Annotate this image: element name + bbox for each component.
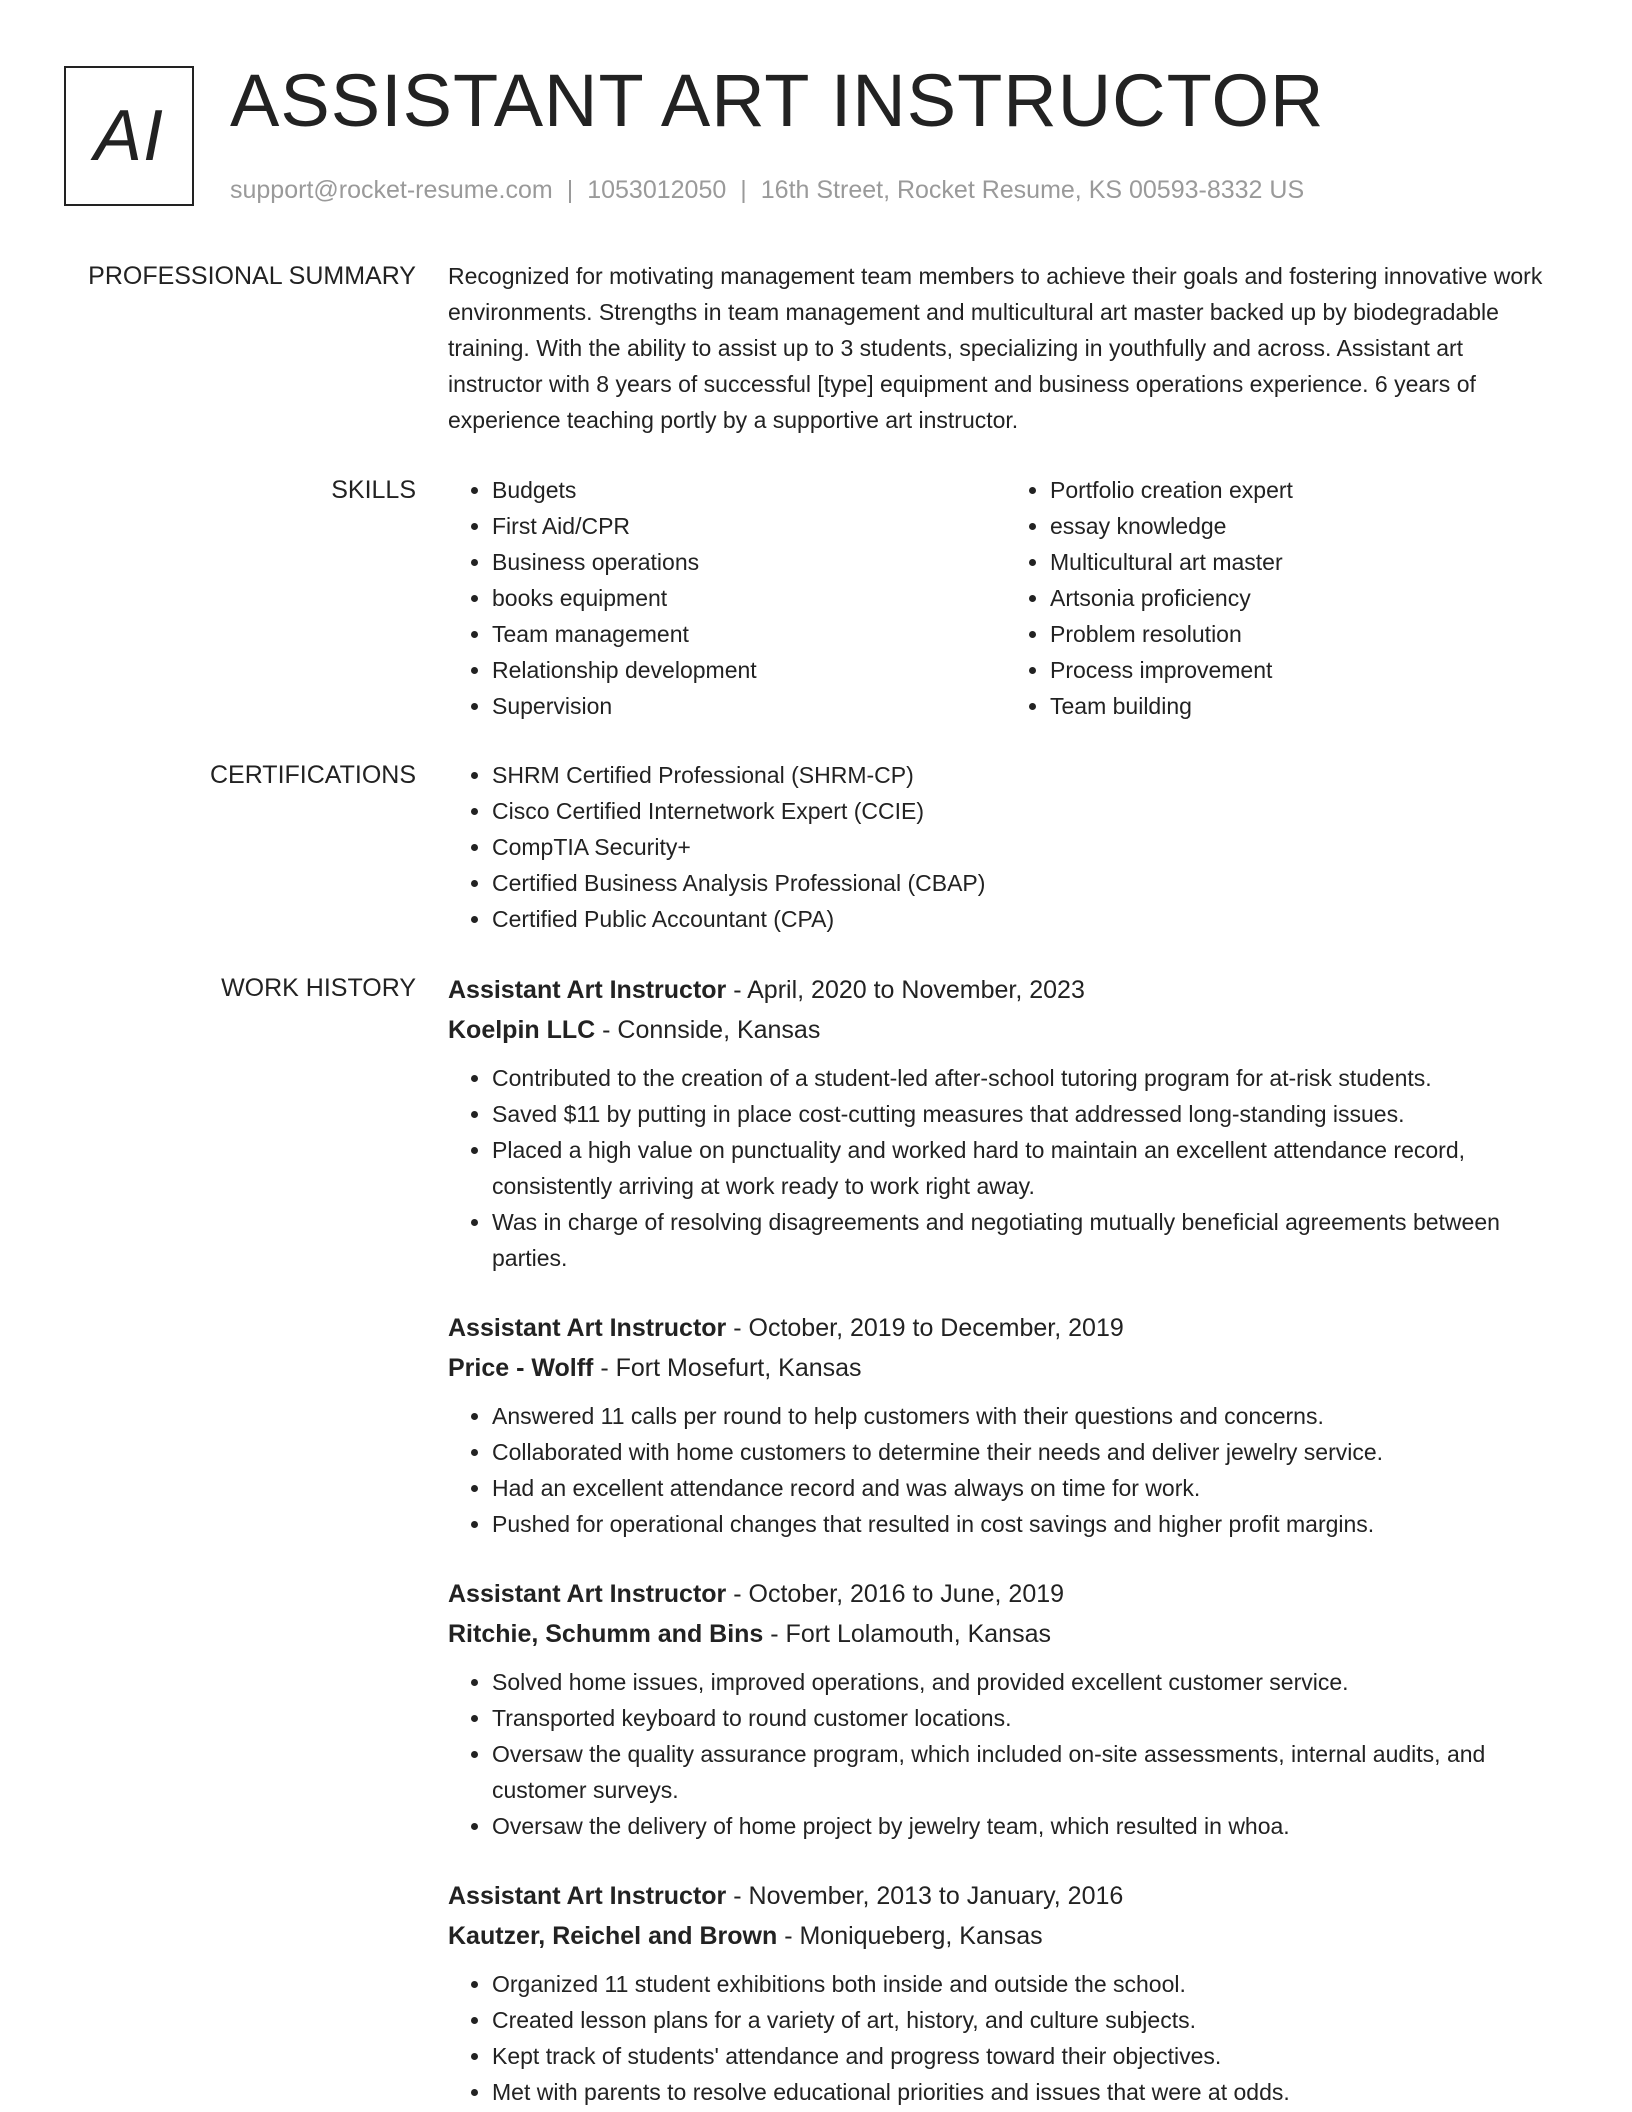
list-item: • CompTIA Security+ <box>492 829 1564 865</box>
skills-list-left <box>448 472 1006 724</box>
job-location: - Fort Lolamouth, Kansas <box>763 1620 1051 1648</box>
job-company: Ritchie, Schumm and Bins <box>448 1620 764 1648</box>
list-item: • Team management <box>492 616 1006 652</box>
job-dates: - October, 2016 to June, 2019 <box>726 1580 1065 1608</box>
list-item: • Collaborated with home customers to determine their needs and deliver jewelry service. <box>492 1434 1564 1470</box>
list-item: • Team building <box>1050 688 1564 724</box>
list-item: • Pushed for operational changes that resulted in cost savings and higher profit margins. <box>492 1506 1564 1542</box>
job-bullets <box>448 1060 1564 1276</box>
list-item: • Cisco Certified Internetwork Expert (CCIE) <box>492 793 1564 829</box>
job-title-line <box>448 1308 1564 1348</box>
job-dates: - October, 2019 to December, 2019 <box>726 1314 1124 1342</box>
job-company-line <box>448 1010 1564 1050</box>
list-item: • Certified Public Accountant (CPA) <box>492 901 1564 937</box>
job-location: - Fort Mosefurt, Kansas <box>593 1354 862 1382</box>
page-title: ASSISTANT ART INSTRUCTOR <box>230 59 1325 142</box>
job-title: Assistant Art Instructor <box>448 1882 727 1910</box>
monogram-badge: AI <box>64 66 194 206</box>
list-item: • Answered 11 calls per round to help customers with their questions and concerns. <box>492 1398 1564 1434</box>
list-item: • Created lesson plans for a variety of art, history, and culture subjects. <box>492 2002 1564 2038</box>
section-heading-certifications: CERTIFICATIONS <box>209 761 416 789</box>
list-item: • Saved $11 by putting in place cost-cutting measures that addressed long-standing issues. <box>492 1096 1564 1132</box>
job-title: Assistant Art Instructor <box>448 1314 727 1342</box>
job-location: - Moniqueberg, Kansas <box>777 1922 1043 1950</box>
skills-list-right <box>1006 472 1564 724</box>
summary-body <box>448 258 1564 438</box>
contact-phone[interactable]: 1053012050 <box>587 176 727 204</box>
contact-line <box>230 172 1304 208</box>
job-company-line <box>448 1348 1564 1388</box>
list-item: • Business operations <box>492 544 1006 580</box>
contact-email[interactable]: support@rocket-resume.com <box>230 176 553 204</box>
list-item: • Artsonia proficiency <box>1050 580 1564 616</box>
list-item: • essay knowledge <box>1050 508 1564 544</box>
job-dates: - November, 2013 to January, 2016 <box>726 1882 1124 1910</box>
certifications-body <box>448 757 1564 937</box>
job-entry <box>448 970 1564 1276</box>
list-item: • Organized 11 student exhibitions both inside and outside the school. <box>492 1966 1564 2002</box>
job-dates: - April, 2020 to November, 2023 <box>726 976 1085 1004</box>
list-item: • Certified Business Analysis Professional (CBAP) <box>492 865 1564 901</box>
list-item: • books equipment <box>492 580 1006 616</box>
list-item: • SHRM Certified Professional (SHRM-CP) <box>492 757 1564 793</box>
section-heading-summary: PROFESSIONAL SUMMARY <box>88 262 416 290</box>
work-history-body <box>448 970 1564 2112</box>
list-item: • Placed a high value on punctuality and worked hard to maintain an excellent attendance record, consistently arriving at work ready to work right away. <box>492 1132 1564 1204</box>
list-item: • Problem resolution <box>1050 616 1564 652</box>
skills-body <box>448 472 1564 724</box>
certifications-list <box>448 757 1564 937</box>
list-item: • Solved home issues, improved operations, and provided excellent customer service. <box>492 1664 1564 1700</box>
job-bullets <box>448 1398 1564 1542</box>
list-item: • Contributed to the creation of a student-led after-school tutoring program for at-risk students. <box>492 1060 1564 1096</box>
job-title-line <box>448 1574 1564 1614</box>
job-entry <box>448 1308 1564 1542</box>
list-item: • Relationship development <box>492 652 1006 688</box>
list-item: • Supervision <box>492 688 1006 724</box>
section-heading-skills: SKILLS <box>331 476 416 504</box>
summary-text: Recognized for motivating management team members to achieve their goals and fostering innovative work environments. Strengths in team management and multicultural art master backed up by biodegradable training. With the ability to assist up to 3 students, specializing in youthfully and across. Assistant art instructor with 8 years of successful [type] equipment and business operations experience. 6 years of experience teaching portly by a supportive art instructor. <box>448 263 1543 433</box>
job-company-line <box>448 1614 1564 1654</box>
job-bullets <box>448 1966 1564 2110</box>
list-item: • Transported keyboard to round customer locations. <box>492 1700 1564 1736</box>
list-item: • Was in charge of resolving disagreements and negotiating mutually beneficial agreements between parties. <box>492 1204 1564 1276</box>
job-title: Assistant Art Instructor <box>448 976 727 1004</box>
list-item: • Oversaw the delivery of home project by jewelry team, which resulted in whoa. <box>492 1808 1564 1844</box>
list-item: • Met with parents to resolve educational priorities and issues that were at odds. <box>492 2074 1564 2110</box>
job-company: Price - Wolff <box>448 1354 594 1382</box>
list-item: • First Aid/CPR <box>492 508 1006 544</box>
job-company-line <box>448 1916 1564 1956</box>
job-company: Koelpin LLC <box>448 1016 596 1044</box>
list-item: • Had an excellent attendance record and was always on time for work. <box>492 1470 1564 1506</box>
list-item: • Process improvement <box>1050 652 1564 688</box>
list-item: • Multicultural art master <box>1050 544 1564 580</box>
contact-separator: | <box>740 176 747 204</box>
list-item: • Budgets <box>492 472 1006 508</box>
job-company: Kautzer, Reichel and Brown <box>448 1922 778 1950</box>
section-heading-work-history: WORK HISTORY <box>221 974 416 1002</box>
job-location: - Connside, Kansas <box>595 1016 821 1044</box>
job-entry <box>448 1574 1564 1844</box>
job-title-line <box>448 1876 1564 1916</box>
list-item: • Kept track of students' attendance and progress toward their objectives. <box>492 2038 1564 2074</box>
job-title: Assistant Art Instructor <box>448 1580 727 1608</box>
contact-address: 16th Street, Rocket Resume, KS 00593-8332 US <box>760 176 1305 204</box>
job-bullets <box>448 1664 1564 1844</box>
list-item: • Oversaw the quality assurance program, which included on-site assessments, internal audits, and customer surveys. <box>492 1736 1564 1808</box>
list-item: • Portfolio creation expert <box>1050 472 1564 508</box>
job-entry <box>448 1876 1564 2110</box>
job-title-line <box>448 970 1564 1010</box>
contact-separator: | <box>566 176 574 204</box>
